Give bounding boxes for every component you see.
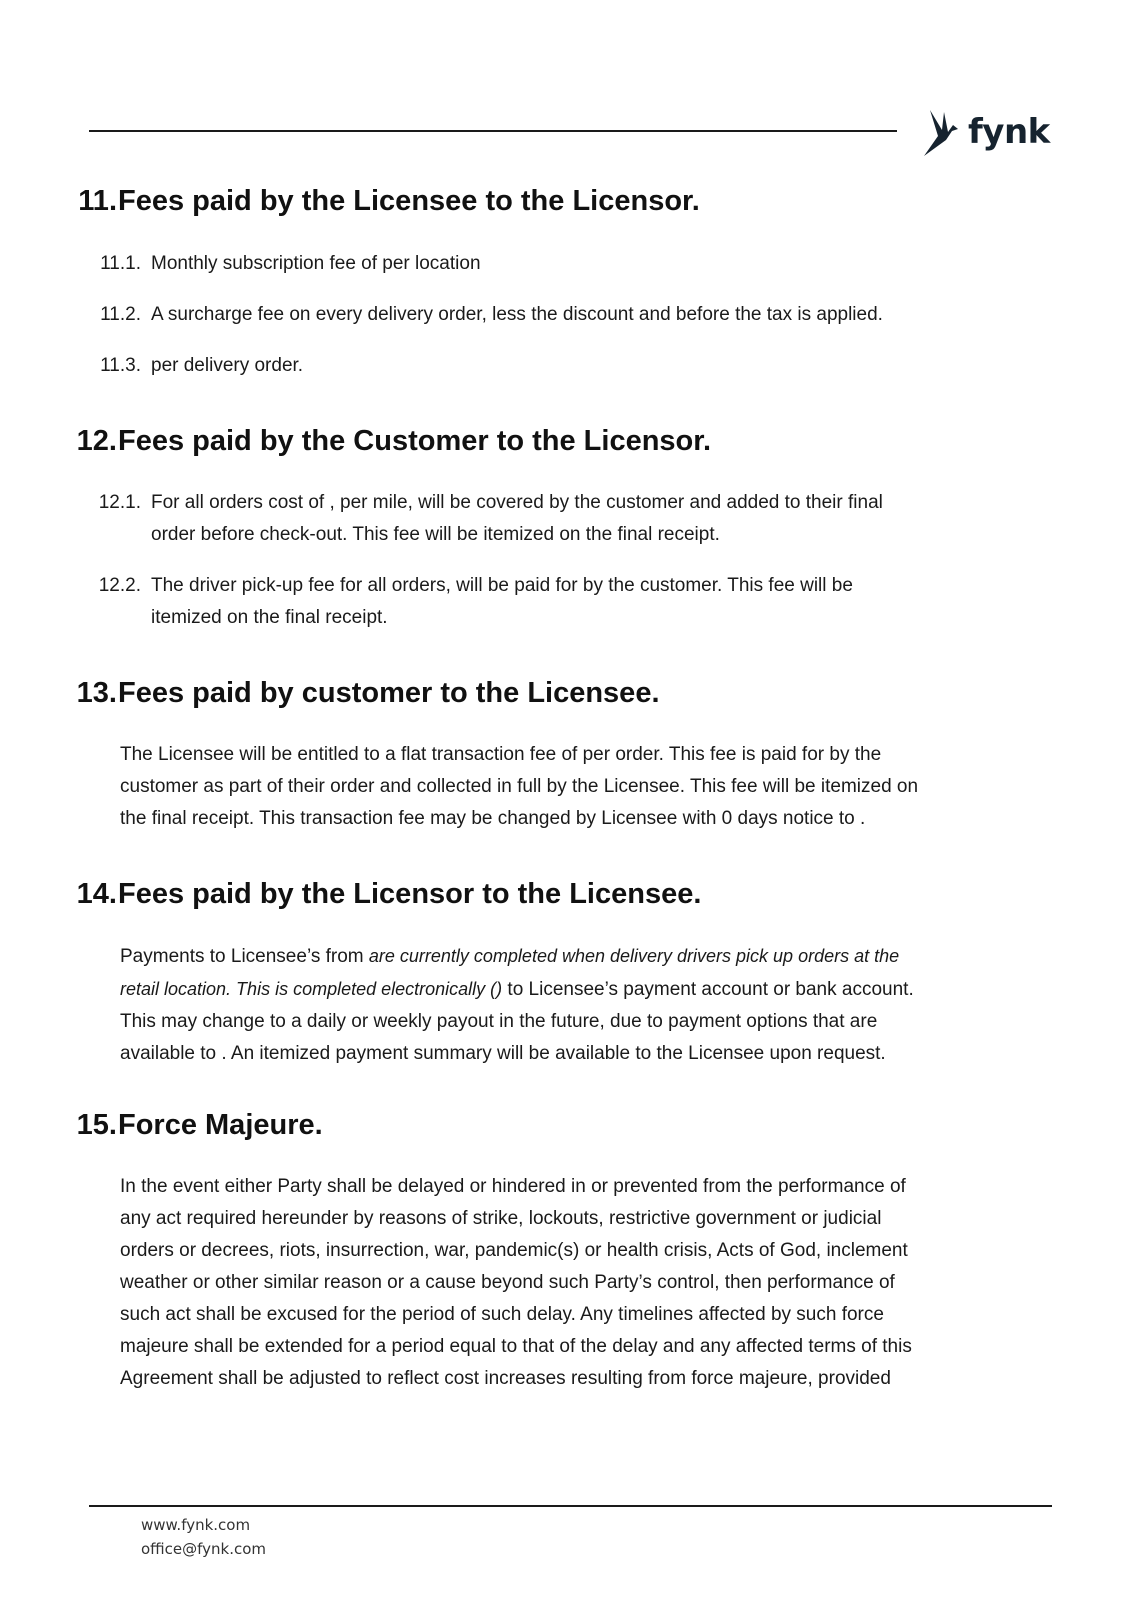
section-number: 12. xyxy=(76,425,117,457)
section-title: Fees paid by the Licensee to the Licensor. xyxy=(118,185,700,217)
clause-number: 12.1. xyxy=(98,492,141,513)
clause-text-line: order before check-out. This fee will be itemized on the final receipt. xyxy=(151,524,720,545)
body-text: Payments to Licensee’s from xyxy=(120,946,369,967)
footer-website-link[interactable]: www.fynk.com xyxy=(141,1516,251,1534)
body-line: orders or decrees, riots, insurrection, war, pandemic(s) or health crisis, Acts of God, inclement xyxy=(120,1240,908,1261)
clause-number: 12.2. xyxy=(98,575,141,596)
section-title: Force Majeure. xyxy=(118,1109,323,1141)
section-number: 13. xyxy=(76,677,117,709)
body-line: The Licensee will be entitled to a flat transaction fee of per order. This fee is paid for by the xyxy=(120,744,882,765)
body-line xyxy=(120,940,1040,973)
section-13-body xyxy=(120,739,1040,835)
body-line: Agreement shall be adjusted to reflect cost increases resulting from force majeure, provided xyxy=(120,1368,891,1389)
clause-text: Monthly subscription fee of per location xyxy=(151,253,481,274)
fynk-logo xyxy=(922,104,1050,160)
body-text: to Licensee’s payment account or bank account. xyxy=(502,979,914,1000)
clause-number: 11.3. xyxy=(100,355,141,376)
section-number: 14. xyxy=(76,878,117,910)
clause-text-line: The driver pick-up fee for all orders, will be paid for by the customer. This fee will be xyxy=(151,575,853,596)
body-line: In the event either Party shall be delayed or hindered in or prevented from the performance of xyxy=(120,1176,906,1197)
body-line: available to . An itemized payment summary will be available to the Licensee upon request. xyxy=(120,1043,886,1064)
section-13-heading xyxy=(66,677,660,710)
section-title: Fees paid by the Customer to the Licensor. xyxy=(118,425,712,457)
clause-number: 11.2. xyxy=(100,304,141,325)
section-14-heading xyxy=(66,878,702,911)
clause-text: per delivery order. xyxy=(151,355,304,376)
section-number: 15. xyxy=(76,1109,117,1141)
footer-email-link[interactable]: office@fynk.com xyxy=(141,1540,267,1558)
body-text-italic: are currently completed when delivery drivers pick up orders at the xyxy=(368,946,900,966)
clause-text: A surcharge fee on every delivery order, less the discount and before the tax is applied. xyxy=(151,304,883,325)
section-12-heading xyxy=(66,425,712,458)
section-number: 11. xyxy=(78,185,117,217)
body-line: any act required hereunder by reasons of strike, lockouts, restrictive government or judicial xyxy=(120,1208,882,1229)
clause-text-line: itemized on the final receipt. xyxy=(151,607,388,628)
body-line xyxy=(120,973,1040,1006)
clause-number: 11.1. xyxy=(100,253,141,274)
section-title: Fees paid by the Licensor to the Licensee. xyxy=(118,878,702,910)
section-title: Fees paid by customer to the Licensee. xyxy=(118,677,660,709)
section-15-heading xyxy=(66,1109,323,1142)
body-line: the final receipt. This transaction fee may be changed by Licensee with 0 days notice to . xyxy=(120,808,866,829)
body-line: majeure shall be extended for a period equal to that of the delay and any affected terms of this xyxy=(120,1336,912,1357)
body-text-italic: retail location. This is completed electronically () xyxy=(120,979,503,999)
bird-icon xyxy=(922,106,962,158)
section-14-body xyxy=(120,940,1040,1070)
section-11-heading xyxy=(66,185,700,218)
body-line: This may change to a daily or weekly payout in the future, due to payment options that are xyxy=(120,1011,878,1032)
body-line: weather or other similar reason or a cause beyond such Party’s control, then performance of xyxy=(120,1272,895,1293)
footer-divider xyxy=(89,1505,1052,1507)
header-divider xyxy=(89,130,897,132)
section-15-body xyxy=(120,1171,1040,1395)
body-line: customer as part of their order and collected in full by the Licensee. This fee will be itemized on xyxy=(120,776,919,797)
body-line: such act shall be excused for the period of such delay. Any timelines affected by such force xyxy=(120,1304,884,1325)
logo-wordmark: fynk xyxy=(968,112,1050,152)
clause-text-line: For all orders cost of , per mile, will be covered by the customer and added to their final xyxy=(151,492,883,513)
